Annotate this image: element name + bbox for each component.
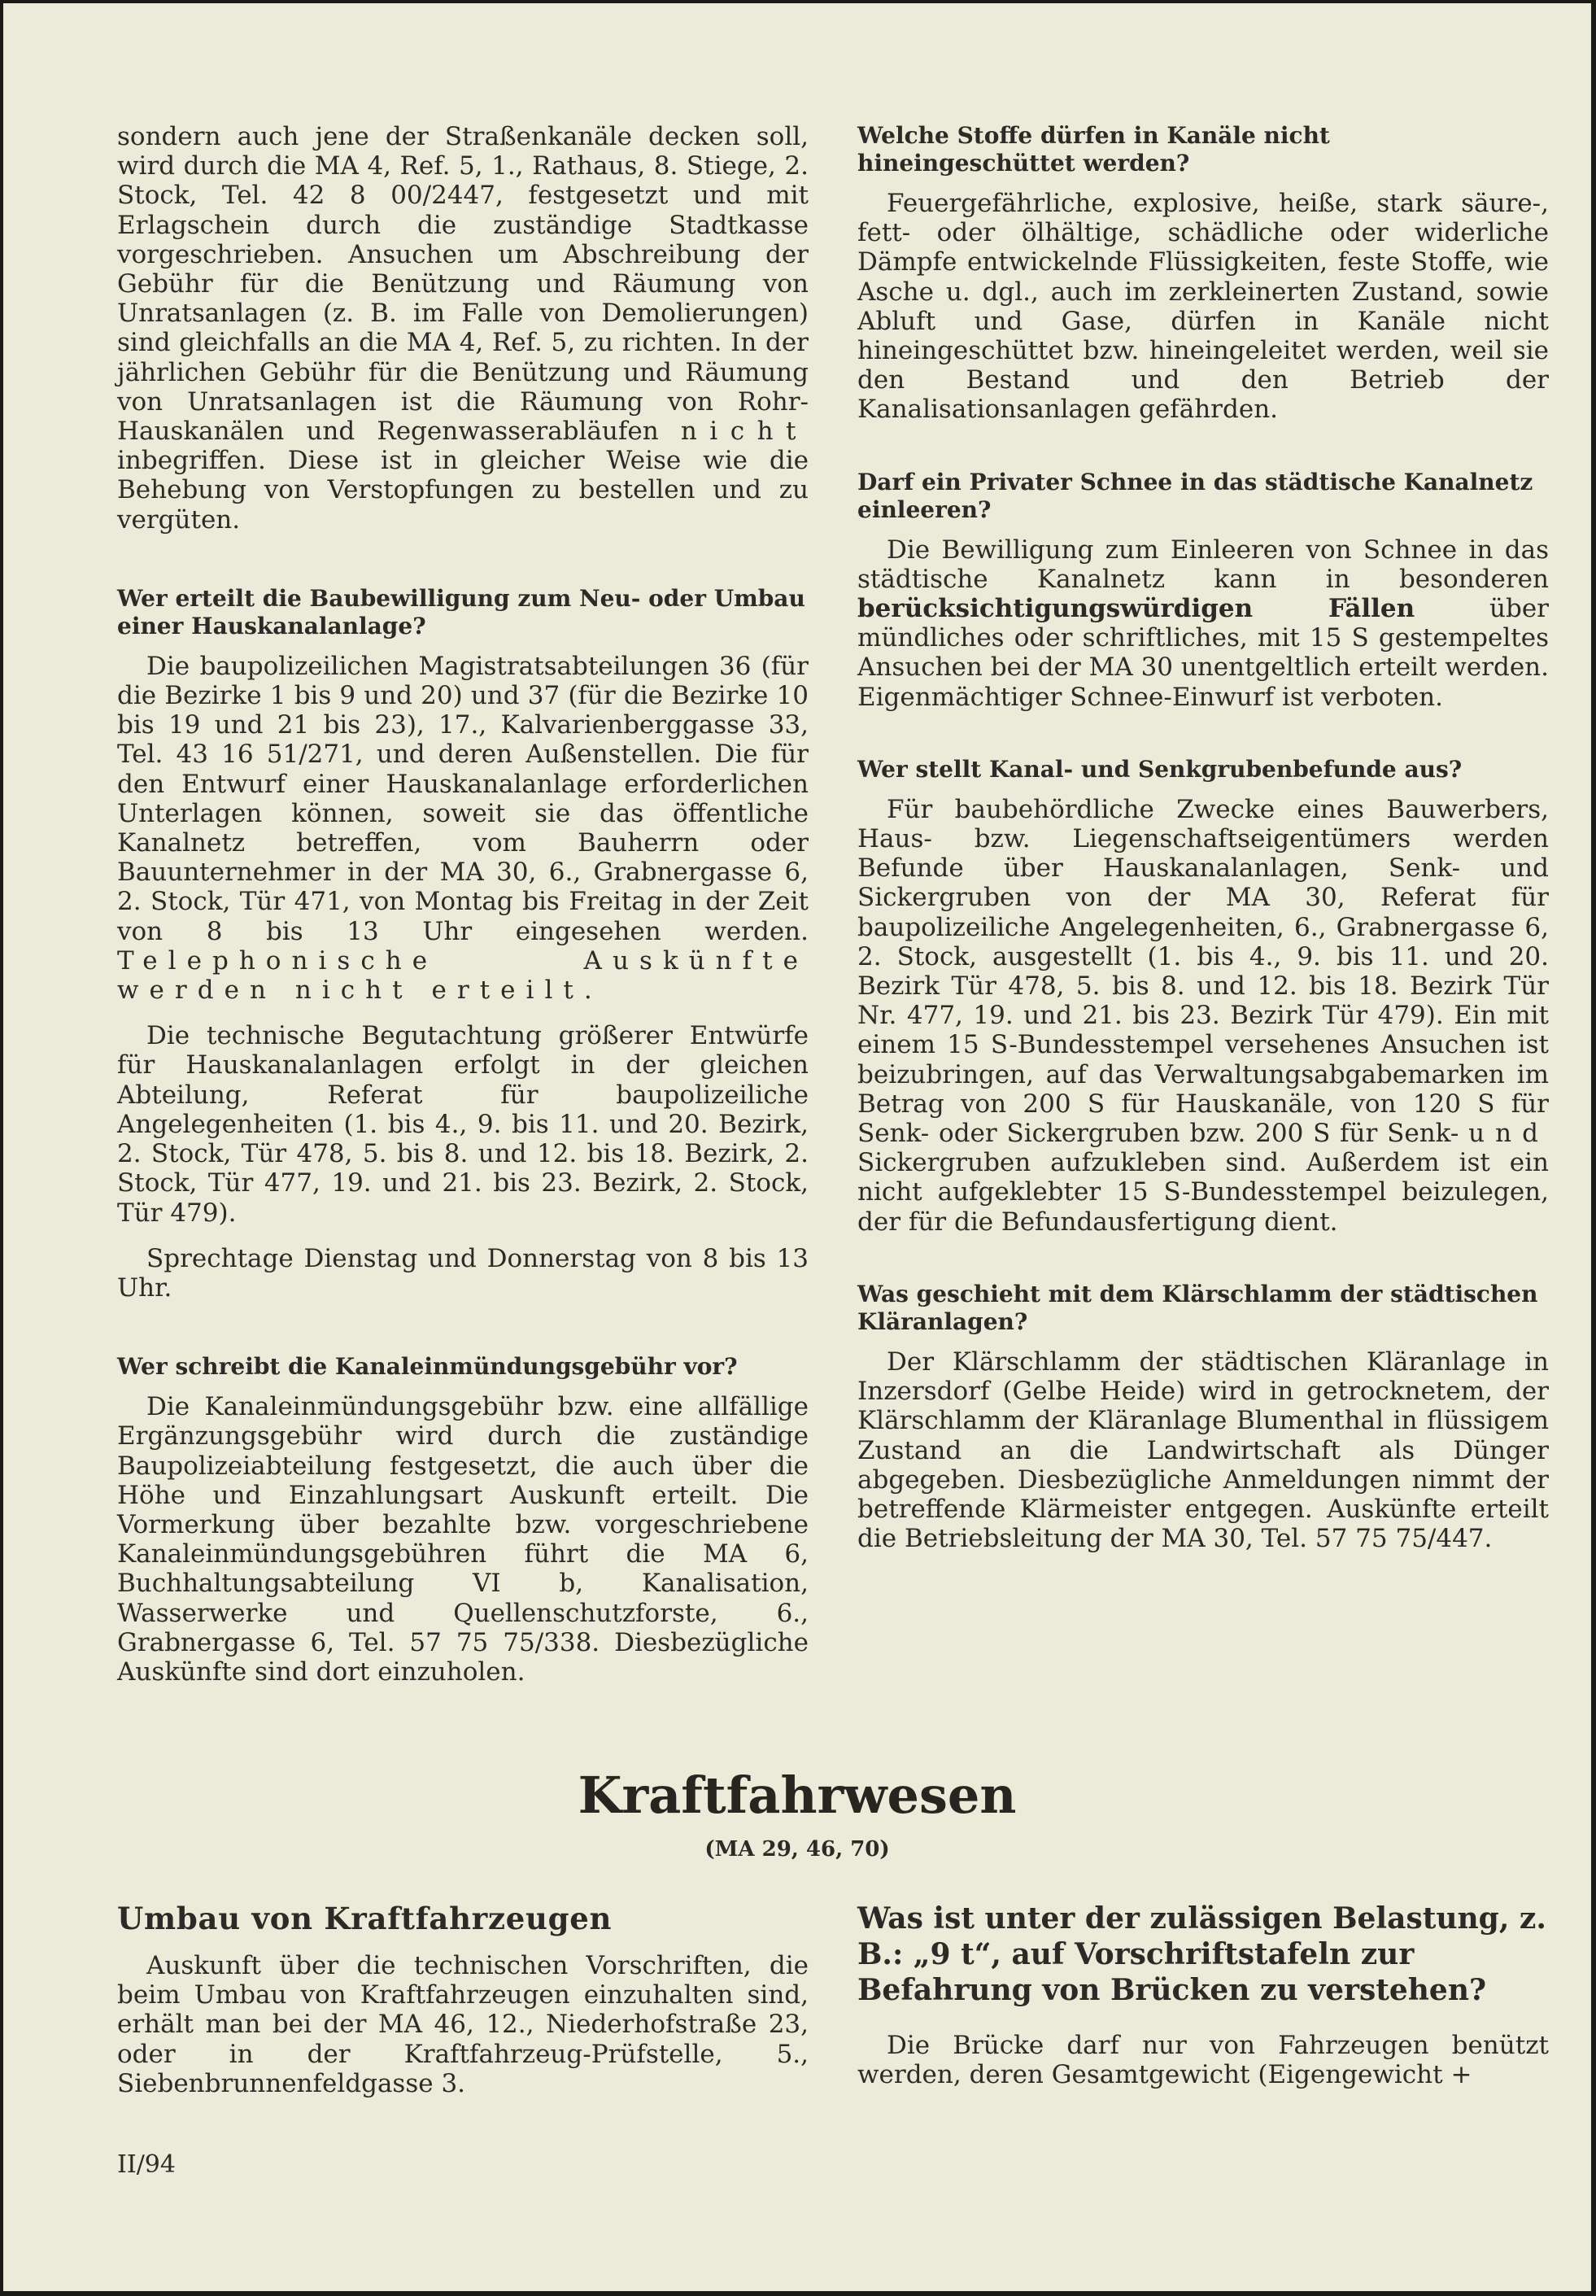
document-page <box>3 3 1591 2291</box>
paragraph-sprechtage: Sprechtage Dienstag und Donnerstag von 8 bis 13 Uhr. <box>117 1243 809 1303</box>
bottom-left-block <box>117 1901 809 2098</box>
heading-baubewilligung: Wer erteilt die Baubewilligung zum Neu- oder Umbau einer Hauskanalanlage? <box>117 584 805 639</box>
heading-umbau: Umbau von Kraftfahrzeugen <box>117 1901 613 1936</box>
paragraph-baubewilligung-1: Die baupolizeilichen Magistratsabteilungen 36 (für die Bezirke 1 bis 9 und 20) und 37 (für die Bezirke 10 bis 19 und 21 bis 23), 17., Kalvarienberggasse 33, Tel. 43 16 51/271, und deren Außenstellen. Die für den Entwurf einer Hauskanalanlage erforderlichen Unterlagen können, soweit sie das öffentliche Kanalnetz betreffen, vom Bauherrn oder Bauunternehmer in der MA 30, 6., Grabnergasse 6, 2. Stock, Tür 471, von Montag bis Freitag in der Zeit von 8 bis 13 Uhr eingesehen werden. Telephonische Auskünfte werden nicht erteilt. <box>117 651 809 1006</box>
section-subtitle: (MA 29, 46, 70) <box>704 1837 890 1862</box>
heading-belastung: Was ist unter der zulässigen Belastung, z. B.: „9 t“, auf Vorschriftstafeln zur Befahrung von Brücken zu verstehen? <box>857 1901 1546 2007</box>
section-title: Kraftfahrwesen <box>578 1766 1017 1825</box>
paragraph-befunde: Für baubehördliche Zwecke eines Bauwerbers, Haus- bzw. Liegenschaftseigentümers werden Befunde über Hauskanalanlagen, Senk- und Sickergruben von der MA 30, Referat für baupolizeiliche Angelegenheiten, 6., Grabnergasse 6, 2. Stock, ausgestellt (1. bis 4., 9. bis 11. und 20. Bezirk Tür 478, 5. bis 8. und 12. bis 18. Bezirk Tür Nr. 477, 19. und 21. bis 23. Bezirk Tür 479). Ein mit einem 15 S-Bundesstempel versehenes Ansuchen ist beizubringen, auf das Verwaltungsabgabemarken im Betrag von 200 S für Hauskanäle, von 120 S für Senk- oder Sickergruben bzw. 200 S für Senk- und Sickergruben aufzukleben sind. Außerdem ist ein nicht aufgeklebter 15 S-Bundesstempel beizulegen, der für die Befundausfertigung dient. <box>857 794 1549 1237</box>
bottom-right-block <box>857 1901 1549 2089</box>
heading-befunde: Wer stellt Kanal- und Senkgrubenbefunde aus? <box>857 755 1463 783</box>
paragraph-stoffe: Feuergefährliche, explosive, heiße, stark säure-, fett- oder ölhältige, schädliche oder widerliche Dämpfe entwickelnde Flüssigkeiten, feste Stoffe, wie Asche u. dgl., auch im zerkleinerten Zustand, sowie Abluft und Gase, dürfen in Kanäle nicht hineingeschüttet bzw. hineingeleitet werden, weil sie den Bestand und den Betrieb der Kanalisationsanlagen gefährden. <box>857 189 1549 425</box>
left-column <box>117 122 809 1687</box>
paragraph-klaerschlamm: Der Klärschlamm der städtischen Kläranlage in Inzersdorf (Gelbe Heide) wird in getrocknetem, der Klärschlamm der Kläranlage Blumenthal in flüssigem Zustand an die Landwirtschaft als Dünger abgegeben. Diesbezügliche Anmeldungen nimmt der betreffende Klärmeister entgegen. Auskünfte erteilt die Betriebsleitung der MA 30, Tel. 57 75 75/447. <box>857 1347 1549 1554</box>
heading-schnee: Darf ein Privater Schnee in das städtische Kanalnetz einleeren? <box>857 468 1533 523</box>
paragraph-baubewilligung-2: Die technische Begutachtung größerer Entwürfe für Hauskanalanlagen erfolgt in der gleichen Abteilung, Referat für baupolizeiliche Angelegenheiten (1. bis 4., 9. bis 11. und 20. Bezirk, 2. Stock, Tür 478, 5. bis 8. und 12. bis 18. Bezirk, 2. Stock, Tür 477, 19. und 21. bis 23. Bezirk, 2. Stock, Tür 479). <box>117 1021 809 1228</box>
heading-stoffe: Welche Stoffe dürfen in Kanäle nicht hineingeschüttet werden? <box>857 122 1330 177</box>
paragraph-kanaleinmuendungsgebuehr: Die Kanaleinmündungsgebühr bzw. eine allfällige Ergänzungsgebühr wird durch die zuständige Baupolizeiabteilung festgesetzt, die auch über die Höhe und Einzahlungsart Auskunft erteilt. Die Vormerkung über bezahlte bzw. vorgeschriebene Kanaleinmündungsgebühren führt die MA 6, Buchhaltungsabteilung VI b, Kanalisation, Wasserwerke und Quellenschutzforste, 6., Grabnergasse 6, Tel. 57 75 75/338. Diesbezügliche Auskünfte sind dort einzuholen. <box>117 1392 809 1687</box>
paragraph-umbau: Auskunft über die technischen Vorschriften, die beim Umbau von Kraftfahrzeugen einzuhalten sind, erhält man bei der MA 46, 12., Niederhofstraße 23, oder in der Kraftfahrzeug-Prüfstelle, 5., Siebenbrunnenfeldgasse 3. <box>117 1951 809 2098</box>
heading-klaerschlamm: Was geschieht mit dem Klärschlamm der städtischen Kläranlagen? <box>857 1280 1538 1335</box>
paragraph-schnee: Die Bewilligung zum Einleeren von Schnee in das städtische Kanalnetz kann in besonderen berücksichtigungswürdigen Fällen über mündliches oder schriftliches, mit 15 S gestempeltes Ansuchen bei der MA 30 unentgeltlich erteilt werden. Eigenmächtiger Schnee-Einwurf ist verboten. <box>857 535 1550 712</box>
paragraph-belastung: Die Brücke darf nur von Fahrzeugen benützt werden, deren Gesamtgewicht (Eigengewicht + <box>857 2031 1549 2090</box>
page-number: II/94 <box>117 2150 176 2179</box>
right-column <box>857 122 1549 1553</box>
intro-paragraph: sondern auch jene der Straßenkanäle decken soll, wird durch die MA 4, Ref. 5, 1., Rathaus, 8. Stiege, 2. Stock, Tel. 42 8 00/2447, festgesetzt und mit Erlagschein durch die zuständige Stadtkasse vorgeschrieben. Ansuchen um Abschreibung der Gebühr für die Benützung und Räumung von Unratsanlagen (z. B. im Falle von Demolierungen) sind gleichfalls an die MA 4, Ref. 5, zu richten. In der jährlichen Gebühr für die Benützung und Räumung von Unratsanlagen ist die Räumung von Rohr-Hauskanälen und Regenwasserabläufen nicht inbegriffen. Diese ist in gleicher Weise wie die Behebung von Verstopfungen zu bestellen und zu vergüten. <box>117 122 809 535</box>
heading-kanaleinmuendungsgebuehr: Wer schreibt die Kanaleinmündungsgebühr vor? <box>117 1353 738 1381</box>
